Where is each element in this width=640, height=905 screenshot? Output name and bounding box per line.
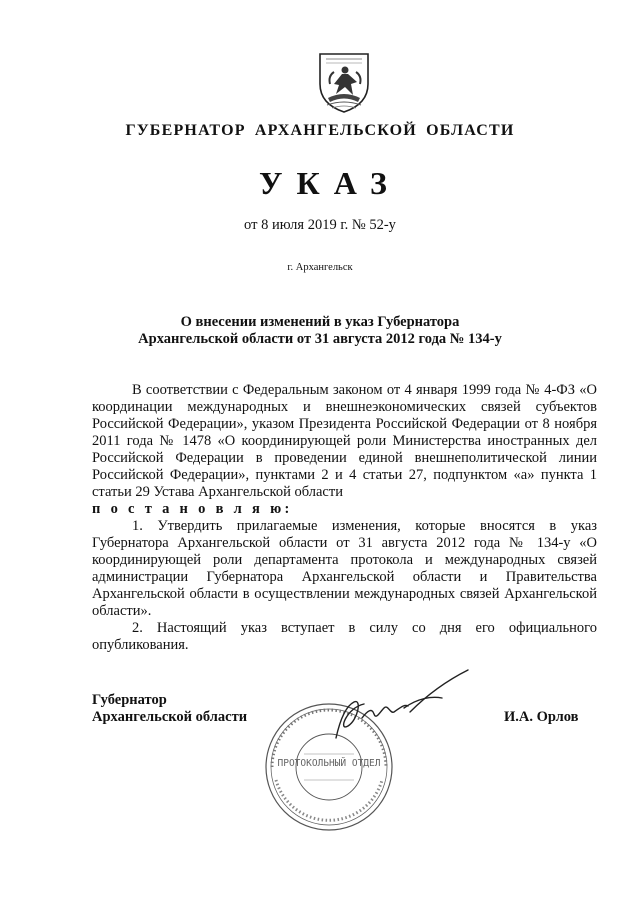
preamble-paragraph: В соответствии с Федеральным законом от 4 января 1999 года № 4-ФЗ «О координации международных и внешнеэкономических связей субъектов Российской Федерации», указом Президента Российской Федерации от 8 ноября 2011 года № 1478 «О координирующей роли Министерства иностранных дел Российской Федерации в проведении единой внешнеполитической линии Российской Федерации», пунктами 2 и 4 статьи 27, подпунктом «а» пункта 1 статьи 29 Устава Архангельской области: [92, 382, 597, 500]
decree-word-paragraph: [92, 501, 597, 518]
document-date-number: от 8 июля 2019 г. № 52-у: [244, 217, 396, 233]
arkhangelsk-coat-of-arms-icon: [312, 50, 376, 114]
document-type-title: УКАЗ: [259, 165, 401, 201]
signatory-name: И.А. Орлов: [504, 709, 579, 725]
document-city: г. Архангельск: [287, 262, 353, 273]
document-body: [92, 382, 597, 654]
signatory-title-line-2: Архангельской области: [92, 709, 248, 725]
stamp-label: ПРОТОКОЛЬНЫЙ ОТДЕЛ: [277, 758, 381, 769]
decree-word: п о с т а н о в л я ю:: [92, 501, 293, 517]
handwritten-signature-icon: [318, 668, 478, 742]
subject-line-1: О внесении изменений в указ Губернатора: [180, 314, 460, 330]
signatory-title-line-1: Губернатор: [92, 692, 167, 708]
issuing-authority: ГУБЕРНАТОР АРХАНГЕЛЬСКОЙ ОБЛАСТИ: [125, 122, 515, 139]
item-2-paragraph: 2. Настоящий указ вступает в силу со дня его официального опубликования.: [92, 620, 597, 653]
item-1-paragraph: 1. Утвердить прилагаемые изменения, которые вносятся в указ Губернатора Архангельской области от 31 августа 2012 года № 134-у «О координирующей роли департамента протокола и международных связей администрации Губернатора Архангельской области и Правительства Архангельской области в осуществлении международных связей Архангельской области».: [92, 518, 597, 619]
document-subject: [0, 314, 640, 348]
subject-line-2: Архангельской области от 31 августа 2012 года № 134-у: [138, 331, 502, 347]
signatory-title: [92, 692, 247, 726]
